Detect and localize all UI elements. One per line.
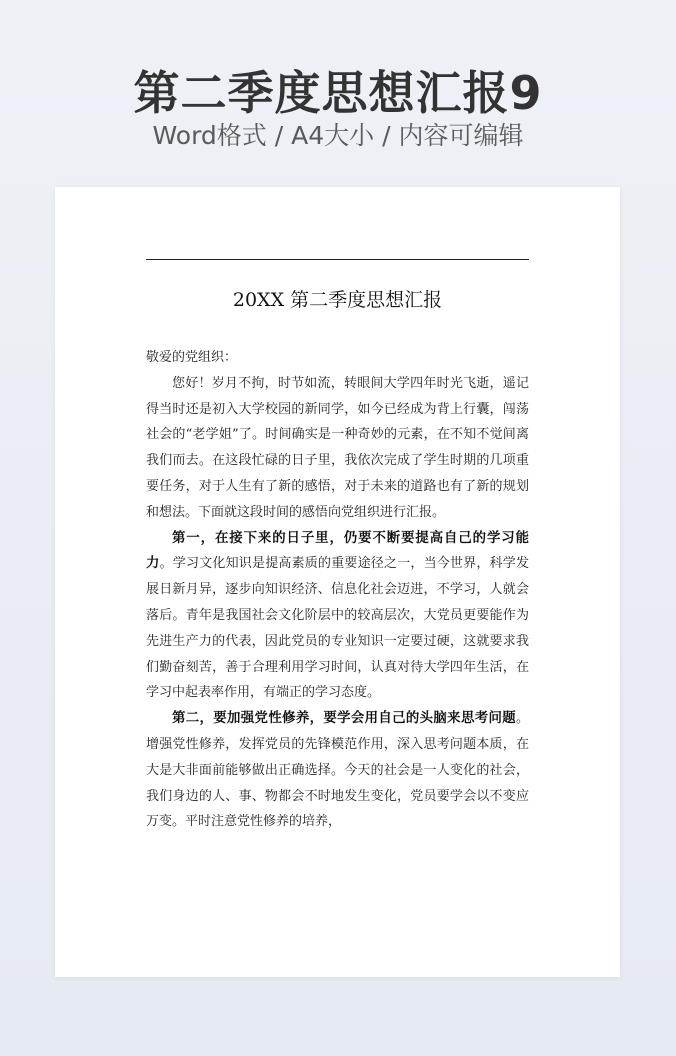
document-page (55, 187, 620, 977)
paragraph-3-text: 。增强党性修养，发挥党员的先锋模范作用，深入思考问题本质，在大是大非面前能够做出正确选择。今天的社会是一人变化的社会，我们身边的人、事、物都会不时地发生变化，党员要学会以不变应万变。平时注意党性修养的培养， (146, 711, 529, 830)
banner (0, 0, 676, 186)
salutation: 敬爱的党组织： (146, 350, 238, 365)
banner-subtitle: Word格式 / A4大小 / 内容可编辑 (152, 121, 524, 150)
paragraph-2-lead: 第一，在接下来的日子里，仍要不断要提高自己的学习能力 (146, 530, 529, 572)
document-body (146, 345, 529, 835)
paragraph-2-text: 。学习文化知识是提高素质的重要途径之一，当今世界，科学发展日新月异，逐步向知识经济、信息化社会迈进，不学习，人就会落后。青年是我国社会文化阶层中的较高层次，大党员更要能作为先进生产力的代表，因此党员的专业知识一定要过硬，这就要求我们勤奋刻苦，善于合理利用学习时间，认真对待大学四年生活，在学习中起表率作用，有端正的学习态度。 (146, 556, 529, 701)
paragraph-3-lead: 第二，要加强党性修养，要学会用自己的头脑来思考问题 (172, 711, 516, 727)
paragraph-2 (146, 526, 529, 707)
paragraph-1-text: 您好！岁月不拘，时节如流，转眼间大学四年时光飞逝，遥记得当时还是初入大学校园的新同学，如今已经成为背上行囊，闯荡社会的“老学姐”了。时间确实是一种奇妙的元素，在不知不觉间离我们而去。在这段忙碌的日子里，我依次完成了学生时期的几项重要任务，对于人生有了新的感悟，对于未来的道路也有了新的规划和想法。下面就这段时间的感悟向党组织进行汇报。 (146, 375, 529, 520)
paragraph-1 (146, 371, 529, 526)
paragraph-3 (146, 706, 529, 835)
header-rule (146, 259, 529, 260)
banner-title: 第二季度思想汇报9 (133, 66, 543, 120)
document-title: 20XX 第二季度思想汇报 (232, 289, 443, 311)
